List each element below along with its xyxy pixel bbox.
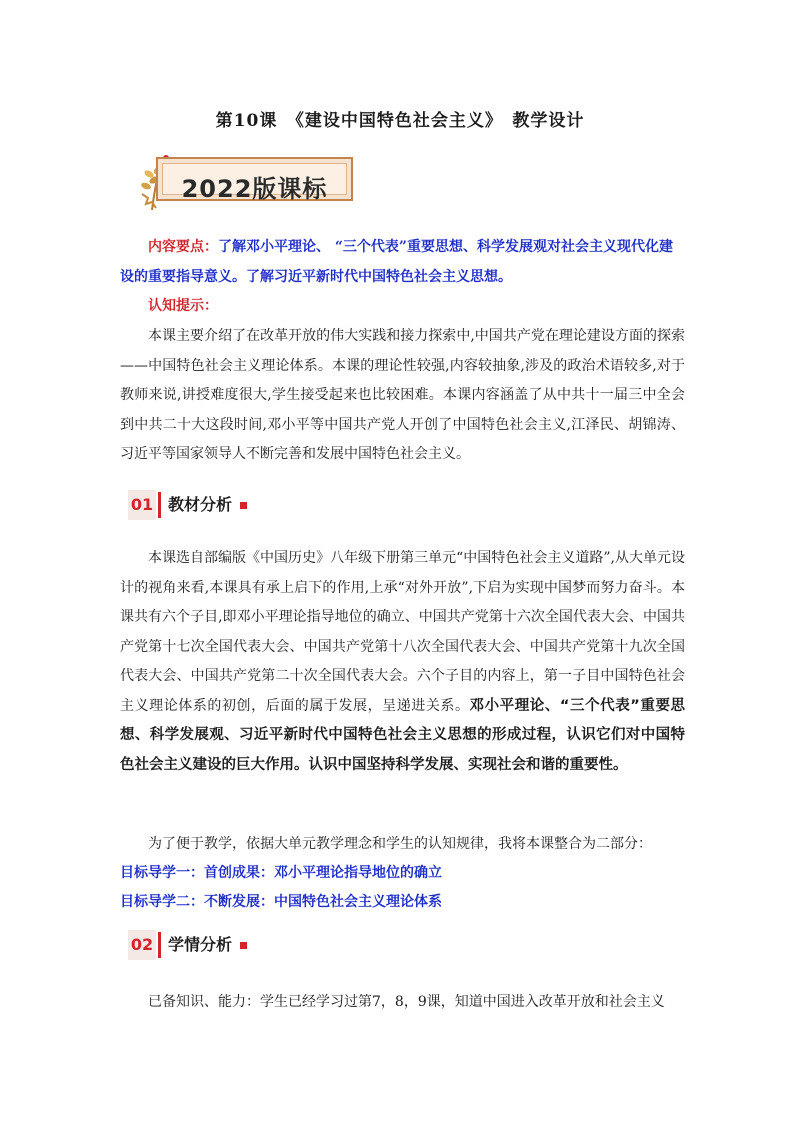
content-points-paragraph <box>120 233 685 292</box>
goal-two: 目标导学二：不断发展：中国特色社会主义理论体系 <box>120 894 442 910</box>
cognition-paragraph: 本课主要介绍了在改革开放的伟大实践和接力探索中,中国共产党在理论建设方面的探索——中国特色社会主义理论体系。本课的理论性较强,内容较抽象,涉及的政治术语较多,对于教师来说,讲授难度很大,学生接受起来也比较困难。本课内容涵盖了从中共十一届三中全会到中共二十大这段时间,邓小平等中国共产党人开创了中国特色社会主义,江泽民、胡锦涛、习近平等国家领导人不断完善和发展中国特色社会主义。 <box>120 328 685 462</box>
curriculum-banner <box>132 150 357 212</box>
integration-paragraph: 为了便于教学，依据大单元教学理念和学生的认知规律，我将本课整合为二部分： <box>148 836 652 852</box>
square-bullet-icon <box>240 942 247 949</box>
content-points-label: 内容要点： <box>148 239 218 255</box>
cognition-label-line <box>120 292 685 322</box>
analysis-text: 本课选自部编版《中国历史》八年级下册第三单元“中国特色社会主义道路”,从大单元设计的视角来看,本课具有承上启下的作用,上承“对外开放”,下启为实现中国梦而努力奋斗。本课共有六个子目,即邓小平理论指导地位的确立、中国共产党第十六次全国代表大会、中国共产党第十七次全国代表大会、中国共产党第十八次全国代表大会、中国共产党第十九次全国代表大会、中国共产党第二十次全国代表大会。六个子目的内容上，第一子目中国特色社会主义理论体系的初创，后面的属于发展，呈递进关系。 <box>120 550 685 714</box>
section-divider <box>158 492 161 518</box>
banner-text: 2022版课标 <box>181 175 328 203</box>
section-title: 学情分析 <box>168 935 233 954</box>
section-title: 教材分析 <box>168 495 233 514</box>
section-number: 02 <box>128 930 156 960</box>
content-points-text: 了解邓小平理论、 “三个代表”重要思想、科学发展观对社会主义现代化建设的重要指导意义。了解习近平新时代中国特色社会主义思想。 <box>120 239 673 285</box>
banner-box <box>156 157 353 201</box>
analysis-paragraph <box>120 544 685 780</box>
square-bullet-icon <box>240 502 247 509</box>
document-title: 第10课 《建设中国特色社会主义》 教学设计 <box>215 111 585 131</box>
cognition-label: 认知提示： <box>148 298 218 314</box>
section-divider <box>158 932 161 958</box>
analysis-bold-text: 邓小平理论、“三个代表”重要思想、科学发展观、习近平新时代中国特色社会主义思想的形成过程，认识它们对中国特色社会主义建设的巨大作用。认识中国坚持科学发展、实现社会和谐的重要性。 <box>120 697 686 773</box>
section-number: 01 <box>128 490 156 520</box>
goal-one: 目标导学一：首创成果：邓小平理论指导地位的确立 <box>120 865 442 881</box>
learner-paragraph: 已备知识、能力：学生已经学习过第7，8，9课，知道中国进入改革开放和社会主义 <box>148 994 665 1010</box>
